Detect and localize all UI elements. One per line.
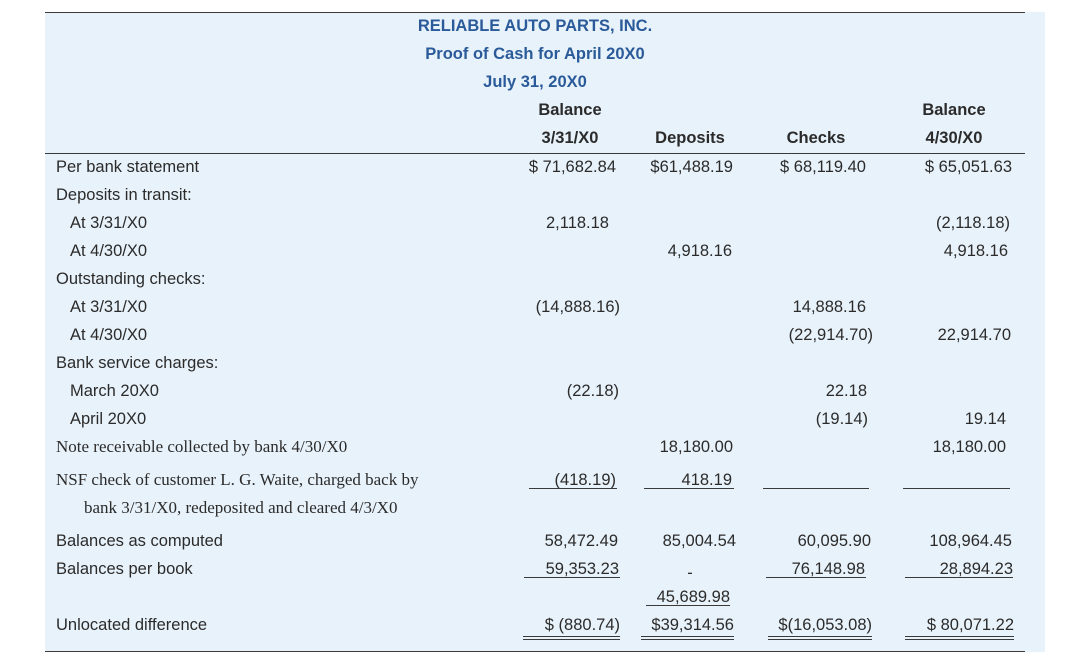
row-label-dit-header: Deposits in transit:: [56, 186, 192, 204]
unlocated-deposits-dbl-1: [641, 636, 734, 637]
row-label-dit-331: At 3/31/X0: [70, 214, 148, 232]
header-rule: [45, 153, 1025, 154]
top-rule: [45, 12, 1025, 13]
row-label-bsc-april: April 20X0: [70, 410, 147, 428]
unlocated-balance-end: $ 80,071.22: [926, 616, 1014, 634]
unlocated-checks-dbl-1: [768, 636, 872, 637]
nsf-checks-underline: [763, 488, 869, 489]
per-book-deposits-underline: [646, 605, 730, 606]
computed-checks: 60,095.90: [797, 532, 871, 550]
unlocated-checks: $(16,053.08): [778, 616, 872, 634]
oc-430-balance-end: 22,914.70: [937, 326, 1011, 344]
row-label-dit-430: At 4/30/X0: [70, 242, 148, 260]
computed-balance-start: 58,472.49: [544, 532, 618, 550]
dit-331-balance-start: 2,118.18: [545, 214, 609, 232]
row-label-nsf-line2: bank 3/31/X0, redeposited and cleared 4/3/X0: [84, 498, 398, 517]
oc-331-checks: 14,888.16: [792, 298, 866, 316]
row-label-oc-430: At 4/30/X0: [70, 326, 148, 344]
per-bank-checks: $ 68,119.40: [780, 158, 866, 176]
per-book-balance-end-underline: [905, 577, 1013, 578]
note-deposits: 18,180.00: [659, 438, 733, 456]
dit-331-balance-end: (2,118.18): [936, 214, 1010, 232]
unlocated-balance-end-dbl-2: [905, 639, 1014, 640]
per-bank-balance-start: $ 71,682.84: [528, 158, 616, 176]
oc-430-checks: (22,914.70): [788, 326, 873, 344]
col-deposits: Deposits: [655, 129, 725, 147]
nsf-balance-start-underline: [529, 488, 617, 489]
row-label-computed: Balances as computed: [56, 532, 223, 550]
row-label-oc-header: Outstanding checks:: [56, 270, 206, 288]
bottom-rule: [45, 651, 1025, 652]
unlocated-deposits-dbl-2: [641, 639, 734, 640]
row-label-oc-331: At 3/31/X0: [70, 298, 148, 316]
unlocated-checks-dbl-2: [768, 639, 872, 640]
row-label-nsf-line1: NSF check of customer L. G. Waite, charged back by: [56, 470, 419, 489]
report-title: Proof of Cash for April 20X0: [425, 45, 645, 63]
per-book-balance-start: 59,353.23: [545, 560, 619, 578]
col-checks: Checks: [786, 129, 846, 147]
dit-430-balance-end: 4,918.16: [943, 242, 1008, 260]
bsc-march-balance-start: (22.18): [566, 382, 619, 400]
per-book-balance-start-underline: [524, 577, 620, 578]
row-label-per-book: Balances per book: [56, 560, 193, 578]
col-balance-start-l1: Balance: [538, 101, 602, 119]
computed-deposits: 85,004.54: [662, 532, 736, 550]
nsf-balance-start: (418.19): [554, 471, 616, 489]
col-balance-end-l1: Balance: [922, 101, 986, 119]
unlocated-deposits: $39,314.56: [651, 616, 734, 634]
nsf-balance-end-underline: [903, 488, 1010, 489]
unlocated-balance-start: $ (880.74): [544, 616, 620, 634]
bsc-april-checks: (19.14): [815, 410, 868, 428]
row-label-note: Note receivable collected by bank 4/30/X0: [56, 437, 348, 456]
report-date: July 31, 20X0: [483, 73, 587, 91]
col-balance-end-l2: 4/30/X0: [925, 129, 983, 147]
per-book-deposits-mark: -: [687, 564, 693, 582]
nsf-deposits-underline: [644, 488, 734, 489]
per-book-checks: 76,148.98: [791, 560, 865, 578]
per-book-balance-end: 28,894.23: [939, 560, 1013, 578]
row-label-bsc-march: March 20X0: [70, 382, 159, 400]
bsc-april-balance-end: 19.14: [964, 410, 1006, 428]
col-balance-start-l2: 3/31/X0: [541, 129, 599, 147]
note-balance-end: 18,180.00: [932, 438, 1006, 456]
row-label-unlocated: Unlocated difference: [56, 616, 208, 634]
unlocated-balance-start-dbl-2: [523, 639, 620, 640]
nsf-deposits: 418.19: [681, 471, 732, 489]
per-book-deposits-second: 45,689.98: [656, 588, 730, 606]
dit-430-deposits: 4,918.16: [667, 242, 732, 260]
computed-balance-end: 108,964.45: [929, 532, 1012, 550]
per-book-checks-underline: [766, 577, 866, 578]
per-bank-deposits: $61,488.19: [650, 158, 733, 176]
bsc-march-checks: 22.18: [825, 382, 867, 400]
oc-331-balance-start: (14,888.16): [535, 298, 620, 316]
unlocated-balance-end-dbl-1: [905, 636, 1014, 637]
company-name: RELIABLE AUTO PARTS, INC.: [417, 17, 653, 35]
row-label-bsc-header: Bank service charges:: [56, 354, 219, 372]
unlocated-balance-start-dbl-1: [523, 636, 620, 637]
per-bank-balance-end: $ 65,051.63: [924, 158, 1012, 176]
row-label-per-bank: Per bank statement: [56, 158, 200, 176]
